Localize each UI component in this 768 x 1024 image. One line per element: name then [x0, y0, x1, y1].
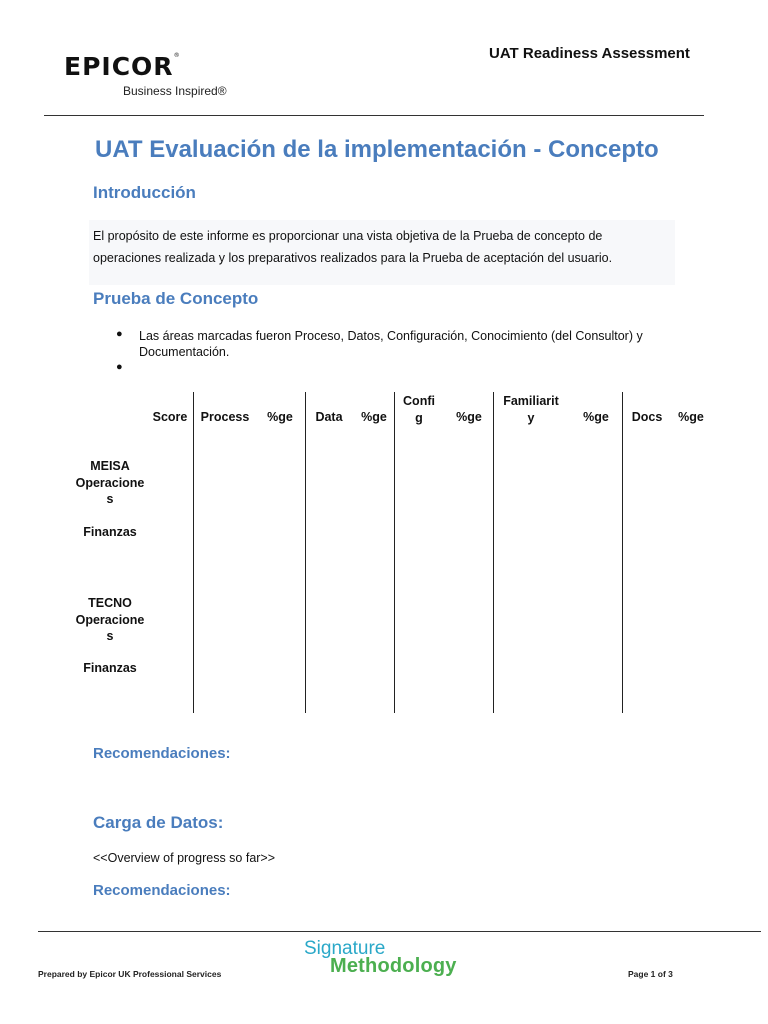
table-divider [193, 392, 194, 713]
logo-text: EPICOR [64, 52, 174, 81]
header-divider [44, 115, 704, 116]
carga-heading: Carga de Datos: [93, 813, 224, 832]
col-header-pct: %ge [361, 410, 387, 424]
col-header-score: Score [152, 410, 188, 424]
col-header-pct: %ge [678, 410, 704, 424]
recommendations-heading-2: Recomendaciones: [93, 882, 231, 899]
col-header-pct: %ge [267, 410, 293, 424]
poc-bullet-1 [139, 328, 679, 360]
page-title: UAT Evaluación de la implementación - Concepto [95, 136, 659, 163]
col-header-config-a: Confi [403, 394, 435, 408]
footer-prepared-by: Prepared by Epicor UK Professional Services [38, 969, 222, 979]
footer-divider [38, 931, 761, 932]
header-title: UAT Readiness Assessment [489, 45, 690, 62]
bullet-icon: ● [116, 328, 123, 340]
row-label-part: TECNO [88, 596, 132, 610]
row-label-part: MEISA [90, 459, 130, 473]
table-divider [622, 392, 623, 713]
registered-mark: ® [173, 52, 181, 59]
poc-bullet-1-line-1: Las áreas marcadas fueron Proceso, Datos, Configuración, Conocimiento (del Consultor) y [139, 329, 643, 343]
col-header-process: Process [200, 410, 250, 424]
col-header-familiarity [498, 393, 564, 427]
footer-page-number: Page 1 of 3 [628, 969, 673, 979]
row-label-part: Operacione [75, 475, 145, 490]
carga-text: <<Overview of progress so far>> [93, 851, 276, 865]
intro-paragraph [93, 225, 673, 269]
recommendations-heading-1: Recomendaciones: [93, 745, 231, 762]
col-header-docs: Docs [631, 410, 663, 424]
table-divider [493, 392, 494, 713]
signature-logo-line-1: Signature [304, 938, 386, 959]
col-header-pct: %ge [456, 410, 482, 424]
row-label-meisa-operaciones [60, 458, 160, 508]
row-label-part: Operacione [75, 612, 145, 627]
col-header-data: Data [315, 410, 343, 424]
table-divider [394, 392, 395, 713]
bullet-icon: ● [116, 361, 123, 373]
col-header-config [398, 393, 440, 427]
row-label-tecno-finanzas: Finanzas [83, 661, 137, 675]
poc-heading: Prueba de Concepto [93, 289, 259, 308]
intro-heading: Introducción [93, 183, 196, 202]
poc-bullet-1-line-2: Documentación. [139, 345, 230, 359]
logo-tagline: Business Inspired® [123, 84, 227, 98]
signature-logo-line-2: Methodology [330, 955, 457, 977]
intro-line-2: operaciones realizada y los preparativos realizados para la Prueba de aceptación del usuario. [93, 251, 613, 265]
row-label-part: s [106, 629, 114, 643]
col-header-pct: %ge [583, 410, 609, 424]
intro-line-1: El propósito de este informe es proporcionar una vista objetiva de la Prueba de concepto de [93, 229, 603, 243]
col-header-familiarity-a: Familiarit [503, 394, 559, 408]
row-label-meisa-finanzas: Finanzas [83, 525, 137, 539]
epicor-logo [64, 52, 181, 81]
table-divider [305, 392, 306, 713]
row-label-tecno-operaciones [60, 595, 160, 645]
col-header-familiarity-b: y [527, 411, 535, 425]
col-header-config-b: g [415, 411, 423, 425]
row-label-part: s [106, 492, 114, 506]
